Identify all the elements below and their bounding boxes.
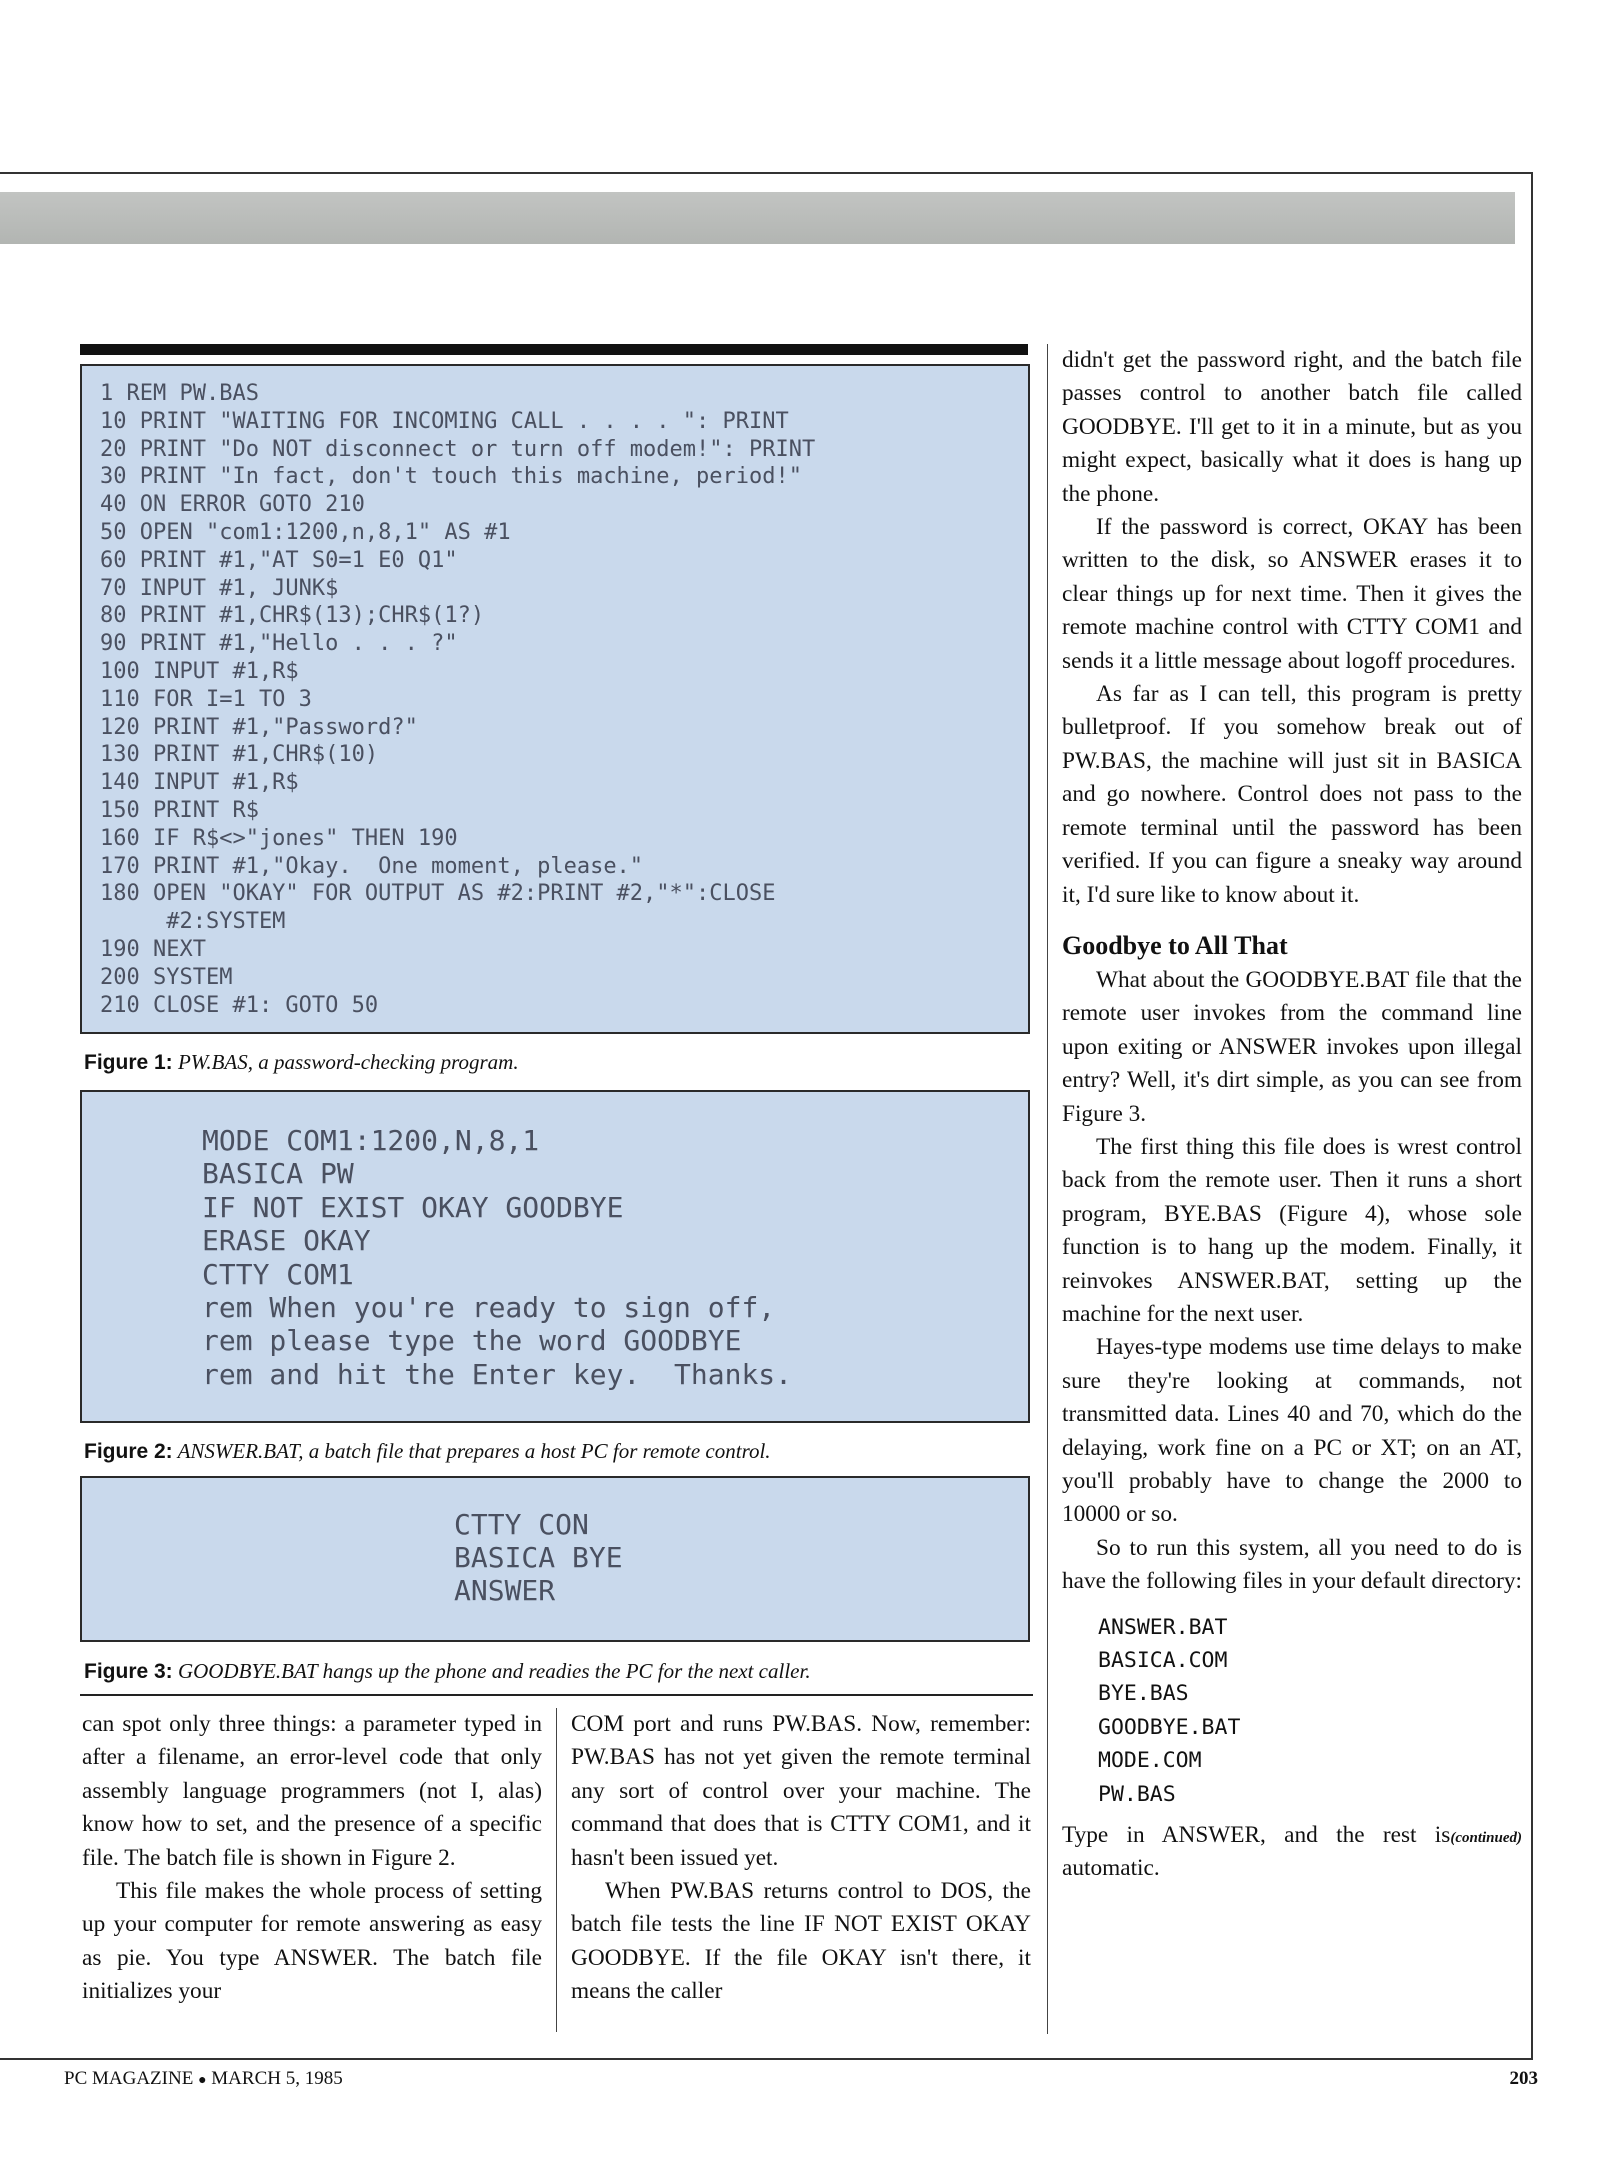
figure-2-caption bbox=[84, 1439, 771, 1464]
figure-2-caption-text: ANSWER.BAT, a batch file that prepares a host PC for remote control. bbox=[177, 1439, 771, 1463]
file-list-item: BASICA.COM bbox=[1098, 1648, 1228, 1674]
code-line: ERASE OKAY bbox=[202, 1224, 371, 1258]
footer-separator: ● bbox=[198, 2073, 207, 2088]
file-list-item: PW.BAS bbox=[1098, 1781, 1176, 1807]
code-line: 120 PRINT #1,"Password?" bbox=[100, 714, 418, 740]
figure-1-caption-text: PW.BAS, a password-checking program. bbox=[177, 1050, 519, 1074]
left-paragraph-2: This file makes the whole process of setting up your computer for remote answering as easy as pie. You type ANSWER. The batch file initializes your bbox=[82, 1878, 542, 2005]
code-line: 20 PRINT "Do NOT disconnect or turn off modem!": PRINT bbox=[100, 436, 816, 462]
file-list-item: MODE.COM bbox=[1098, 1748, 1202, 1774]
page-number: 203 bbox=[1509, 2068, 1538, 2089]
code-line: 200 SYSTEM bbox=[100, 964, 233, 990]
code-line: 30 PRINT "In fact, don't touch this machine, period!" bbox=[100, 464, 802, 490]
code-line: 1 REM PW.BAS bbox=[100, 381, 259, 406]
file-list-item: BYE.BAS bbox=[1098, 1681, 1189, 1707]
code-line: rem please type the word GOODBYE bbox=[202, 1324, 742, 1358]
footer-date: MARCH 5, 1985 bbox=[211, 2068, 343, 2089]
figure-top-rule bbox=[80, 344, 1028, 355]
right-paragraph-5: The first thing this file does is wrest control back from the remote user. Then it runs a short program, BYE.BAS (Figure 4), whose sole function is to hang up the modem. Finally, it reinvokes ANSWER.BAT, setting up the machine for the next user. bbox=[1062, 1133, 1522, 1327]
code-line: 210 CLOSE #1: GOTO 50 bbox=[100, 992, 379, 1018]
code-line: 10 PRINT "WAITING FOR INCOMING CALL . . . . ": PRINT bbox=[100, 408, 789, 434]
file-list bbox=[1098, 1611, 1522, 1811]
code-line: 90 PRINT #1,"Hello . . . ?" bbox=[100, 631, 458, 657]
figure-3-caption bbox=[84, 1659, 811, 1684]
code-line: BASICA PW bbox=[202, 1157, 354, 1191]
code-line: 80 PRINT #1,CHR$(13);CHR$(1?) bbox=[100, 603, 485, 629]
code-line: 140 INPUT #1,R$ bbox=[100, 770, 299, 796]
code-line: #2:SYSTEM bbox=[100, 909, 286, 935]
code-line: ANSWER bbox=[454, 1574, 556, 1607]
right-paragraph-2: If the password is correct, OKAY has been written to the disk, so ANSWER erases it to clear things up for next time. Then it gives the remote machine control with CTTY COM1 and sends it a little message about logoff procedures. bbox=[1062, 514, 1522, 674]
code-line: 60 PRINT #1,"AT S0=1 E0 Q1" bbox=[100, 547, 458, 573]
continued-note: (continued) bbox=[1450, 1830, 1522, 1847]
column-divider-right bbox=[1047, 344, 1048, 2034]
code-line: MODE COM1:1200,N,8,1 bbox=[202, 1124, 540, 1157]
right-paragraph-8: Type in ANSWER, and the rest is automatic. bbox=[1062, 1822, 1451, 1882]
figure-2-code-listing bbox=[80, 1090, 1030, 1423]
right-paragraph-1: didn't get the password right, and the batch file passes control to another batch file called GOODBYE. I'll get to it in a minute, but as you might expect, basically what it does is hang up the phone. bbox=[1062, 347, 1522, 507]
left-paragraph-1: can spot only three things: a parameter typed in after a filename, an error-level code that only assembly language programmers (not I, alas) know how to set, and the presence of a specific file. The batch file is shown in Figure 2. bbox=[82, 1711, 542, 1871]
right-paragraph-6: Hayes-type modems use time delays to make sure they're looking at commands, not transmitted data. Lines 40 and 70, which do the delaying, work fine on a PC or XT; on an AT, you'll probably have to change the 2000 to 10000 or so. bbox=[1062, 1334, 1522, 1528]
file-list-item: GOODBYE.BAT bbox=[1098, 1714, 1241, 1740]
file-list-item: ANSWER.BAT bbox=[1098, 1614, 1228, 1640]
figure-3-caption-label: Figure 3: bbox=[84, 1660, 173, 1683]
code-line: IF NOT EXIST OKAY GOODBYE bbox=[202, 1190, 624, 1224]
code-line: 70 INPUT #1, JUNK$ bbox=[100, 575, 339, 601]
right-paragraph-4: What about the GOODBYE.BAT file that the remote user invokes from the command line upon exiting or ANSWER invokes upon illegal entry? Well, it's dirt simple, as you can see from Figure 3. bbox=[1062, 966, 1522, 1127]
code-line: 110 FOR I=1 TO 3 bbox=[100, 686, 312, 712]
middle-paragraph-2: When PW.BAS returns control to DOS, the batch file tests the line IF NOT EXIST OKAY GOODBYE. If the file OKAY isn't there, it means the caller bbox=[571, 1878, 1031, 2005]
right-paragraph-7: So to run this system, all you need to do is have the following files in your default directory: bbox=[1062, 1534, 1522, 1595]
left-text-column bbox=[82, 1708, 542, 2009]
middle-paragraph-1: COM port and runs PW.BAS. Now, remember: PW.BAS has not yet given the remote terminal any sort of control over your machine. The command that does that is CTTY COM1, and it hasn't been issued yet. bbox=[571, 1711, 1031, 1871]
column-divider-left bbox=[556, 1708, 557, 2032]
right-text-column bbox=[1062, 344, 1522, 1886]
header-band bbox=[0, 192, 1515, 244]
code-line: CTTY COM1 bbox=[202, 1257, 354, 1291]
code-line: 40 ON ERROR GOTO 210 bbox=[100, 492, 365, 518]
middle-text-column bbox=[571, 1708, 1031, 2009]
code-line: 150 PRINT R$ bbox=[100, 797, 259, 823]
code-line: BASICA BYE bbox=[454, 1541, 623, 1574]
code-line: rem and hit the Enter key. Thanks. bbox=[202, 1357, 793, 1391]
code-line: 160 IF R$<>"jones" THEN 190 bbox=[100, 825, 458, 851]
footer-magazine: PC MAGAZINE bbox=[64, 2068, 194, 2089]
code-line: 170 PRINT #1,"Okay. One moment, please." bbox=[100, 853, 644, 879]
figure-3-code-listing bbox=[80, 1476, 1030, 1642]
code-line: 100 INPUT #1,R$ bbox=[100, 658, 299, 684]
code-line: CTTY CON bbox=[454, 1508, 589, 1541]
figure-1-caption bbox=[84, 1050, 519, 1075]
code-line: 180 OPEN "OKAY" FOR OUTPUT AS #2:PRINT #2,"*":CLOSE bbox=[100, 881, 776, 907]
figure-3-caption-text: GOODBYE.BAT hangs up the phone and readies the PC for the next caller. bbox=[177, 1659, 811, 1683]
section-heading: Goodbye to All That bbox=[1062, 930, 1288, 960]
figure-2-caption-label: Figure 2: bbox=[84, 1440, 173, 1463]
right-paragraph-3: As far as I can tell, this program is pretty bulletproof. If you somehow break out of PW.BAS, the machine will just sit in BASICA and go nowhere. Control does not pass to the remote terminal until the password has been verified. If you can figure a sneaky way around it, I'd sure like to know about it. bbox=[1062, 681, 1522, 908]
code-line: 50 OPEN "com1:1200,n,8,1" AS #1 bbox=[100, 519, 511, 545]
footer-publication bbox=[64, 2068, 343, 2090]
caption-rule bbox=[80, 1694, 1033, 1696]
code-line: rem When you're ready to sign off, bbox=[202, 1290, 776, 1324]
final-paragraph bbox=[1062, 1819, 1522, 1886]
code-line: 190 NEXT bbox=[100, 936, 206, 962]
figure-1-caption-label: Figure 1: bbox=[84, 1051, 173, 1074]
figure-1-code-listing bbox=[80, 364, 1030, 1034]
code-line: 130 PRINT #1,CHR$(10) bbox=[100, 742, 379, 768]
